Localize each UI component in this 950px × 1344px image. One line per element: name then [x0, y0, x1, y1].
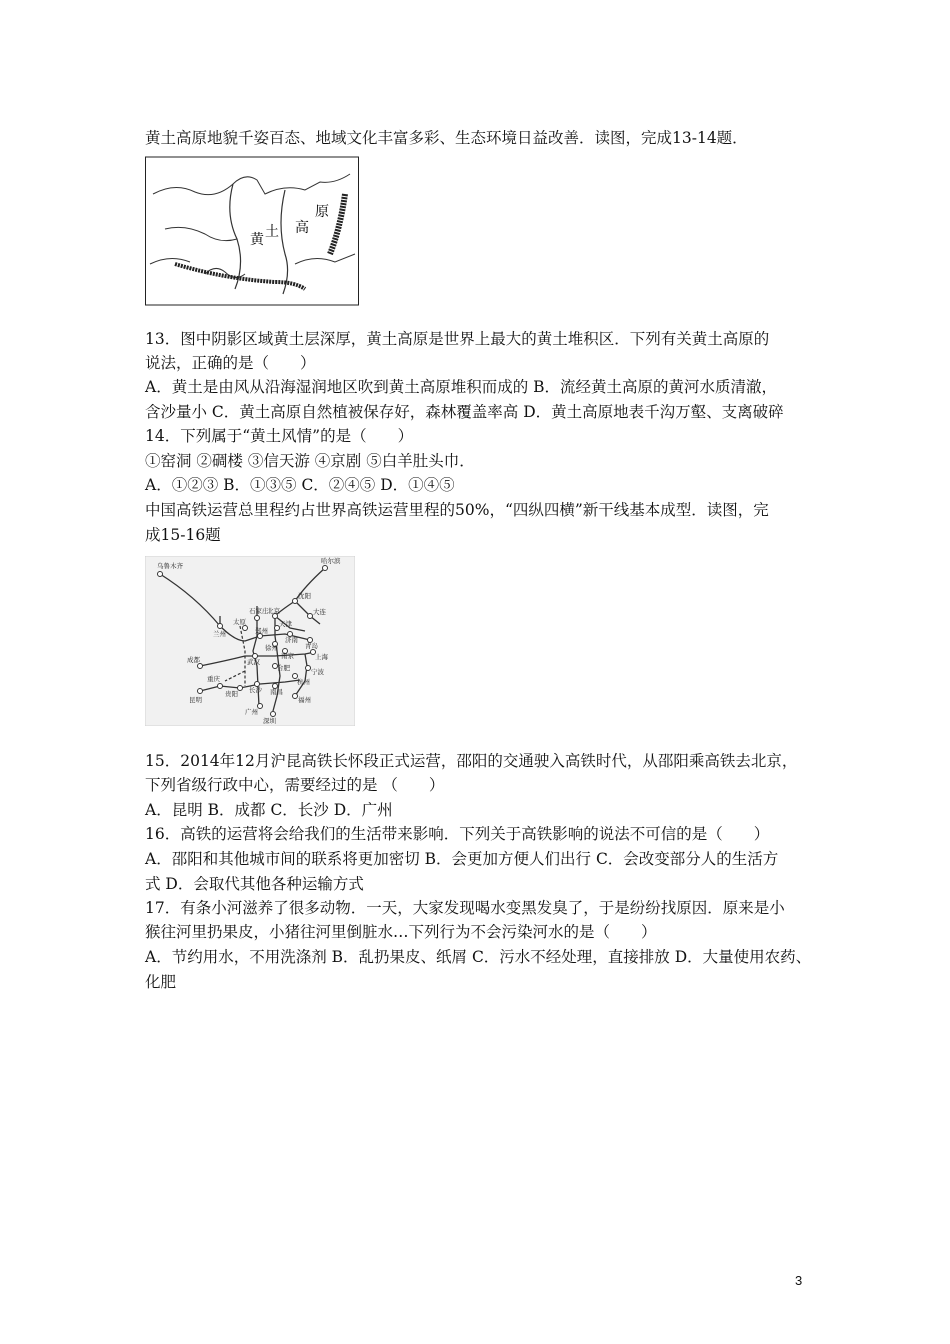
- question-17-options-2: 化肥: [145, 973, 177, 991]
- city-shanghai: 上海: [315, 653, 328, 661]
- city-guiyang: 贵阳: [225, 690, 238, 698]
- question-13-options-1: A．黄土是由风从沿海湿润地区吹到黄土高原堆积而成的 B．流经黄土高原的黄河水质清澈，: [145, 378, 778, 396]
- city-urumqi: 乌鲁木齐: [157, 562, 183, 570]
- city-fuzhou: 福州: [298, 696, 311, 704]
- city-wuhan: 武汉: [247, 658, 260, 666]
- city-changsha: 长沙: [249, 686, 262, 694]
- city-zhengzhou: 郑州: [255, 627, 268, 635]
- question-17-line1: 17．有条小河滋养了很多动物．一天，大家发现喝水变黑发臭了，于是纷纷找原因．原来是小: [145, 899, 785, 917]
- question-17-line2: 猴往河里扔果皮，小猪往河里倒脏水…下列行为不会污染河水的是（ ）: [145, 923, 657, 941]
- city-lanzhou: 兰州: [213, 630, 226, 638]
- question-15-line1: 15．2014年12月沪昆高铁长怀段正式运营，邵阳的交通驶入高铁时代，从邵阳乘高铁去北京，: [145, 752, 798, 770]
- high-speed-rail-map: [145, 556, 355, 726]
- page-number: 3: [795, 1273, 803, 1288]
- city-hefei: 合肥: [277, 664, 290, 672]
- question-17-options-1: A．节约用水，不用洗涤剂 B．乱扔果皮、纸屑 C．污水不经处理，直接排放 D．大量使用农药、: [145, 948, 812, 966]
- question-16-options-2: 式 D．会取代其他各种运输方式: [145, 875, 364, 893]
- city-nanjing: 南京: [281, 652, 294, 660]
- city-chengdu: 成都: [187, 656, 200, 664]
- city-kunming: 昆明: [189, 696, 202, 704]
- map1-label-gao: 高: [295, 220, 309, 236]
- city-nanchang: 南昌: [270, 688, 283, 696]
- city-hangzhou: 杭州: [297, 678, 310, 686]
- question-16-options-1: A．邵阳和其他城市间的联系将更加密切 B．会更加方便人们出行 C．会改变部分人的生活方: [145, 850, 779, 868]
- question-14-items: ①窑洞 ②碉楼 ③信天游 ④京剧 ⑤白羊肚头巾．: [145, 452, 475, 470]
- city-jinan: 济南: [285, 636, 298, 644]
- question-15-line2: 下列省级行政中心，需要经过的是 （ ）: [145, 776, 445, 794]
- map1-label-huang: 黄: [250, 232, 264, 248]
- loess-plateau-map: [145, 154, 360, 306]
- city-shenyang: 沈阳: [298, 592, 311, 600]
- intro-15-16-line1: 中国高铁运营总里程约占世界高铁运营里程的50%，“四纵四横”新干线基本成型．读图，完: [145, 501, 769, 519]
- map1-label-tu: 土: [265, 224, 279, 240]
- question-14-stem: 14．下列属于“黄土风情”的是（ ）: [145, 427, 414, 445]
- city-harbin: 哈尔滨: [321, 557, 341, 565]
- city-shenzhen: 深圳: [263, 717, 276, 725]
- intro-15-16-line2: 成15-16题: [145, 526, 221, 544]
- question-16-stem: 16．高铁的运营将会给我们的生活带来影响．下列关于高铁影响的说法不可信的是（ ）: [145, 825, 770, 843]
- city-dalian: 大连: [313, 608, 326, 616]
- map1-label-yuan: 原: [315, 204, 329, 220]
- question-15-options: A．昆明 B．成都 C．长沙 D．广州: [145, 801, 393, 819]
- question-13-options-2: 含沙量小 C．黄土高原自然植被保存好，森林覆盖率高 D．黄土高原地表千沟万壑、支离破碎: [145, 403, 784, 421]
- city-shijiazhuang: 石家庄: [249, 607, 269, 615]
- question-13-line2: 说法，正确的是（ ）: [145, 354, 316, 372]
- city-guangzhou: 广州: [245, 708, 258, 716]
- city-xuzhou: 徐州: [265, 644, 278, 652]
- city-chongqing: 重庆: [207, 675, 220, 683]
- city-tianjin: 天津: [279, 620, 292, 628]
- question-14-options: A．①②③ B．①③⑤ C．②④⑤ D．①④⑤: [145, 476, 455, 494]
- city-taiyuan: 太原: [233, 618, 246, 626]
- city-beijing: 北京: [267, 607, 280, 615]
- city-qingdao: 青岛: [305, 642, 318, 650]
- intro-13-14: 黄土高原地貌千姿百态、地域文化丰富多彩、生态环境日益改善．读图，完成13-14题．: [145, 129, 748, 147]
- question-13-line1: 13．图中阴影区域黄土层深厚，黄土高原是世界上最大的黄土堆积区．下列有关黄土高原的: [145, 330, 770, 348]
- city-ningbo: 宁波: [311, 668, 324, 676]
